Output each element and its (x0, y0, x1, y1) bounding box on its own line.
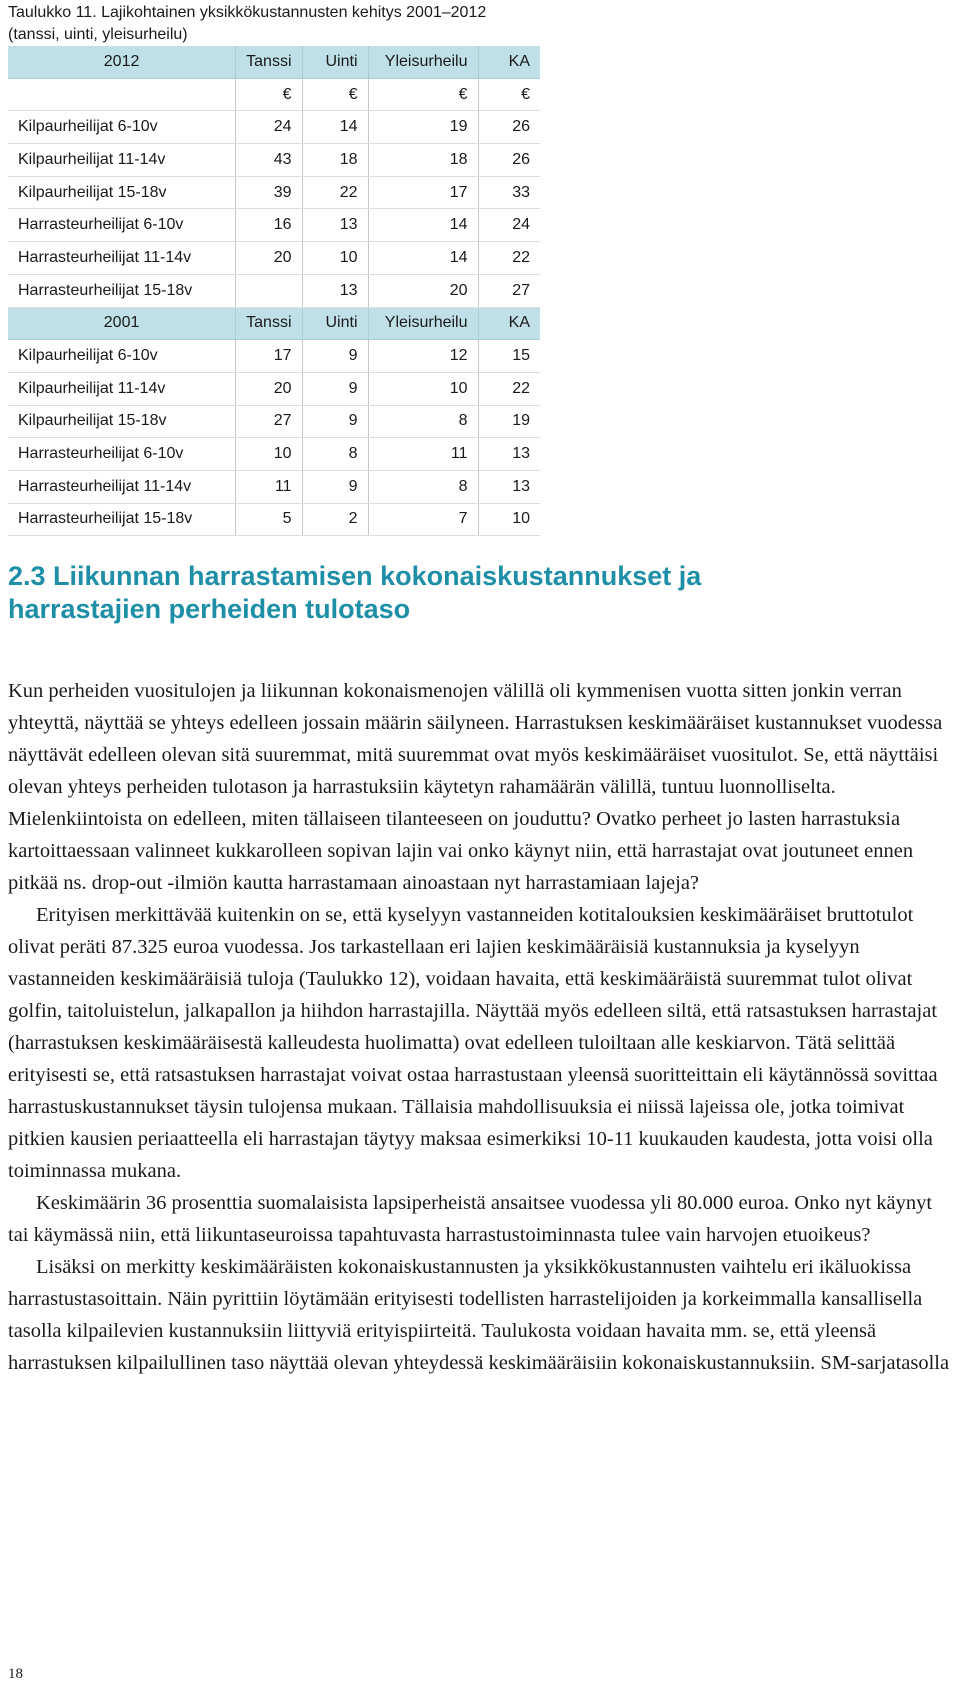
table-cell: 13 (478, 470, 540, 503)
row-label: Kilpaurheilijat 15-18v (8, 176, 236, 209)
row-label: Kilpaurheilijat 6-10v (8, 111, 236, 144)
table-cell: 43 (236, 144, 302, 177)
table-cell: 22 (478, 372, 540, 405)
cost-table (8, 46, 540, 536)
table-cell: 18 (368, 144, 478, 177)
row-label: Kilpaurheilijat 6-10v (8, 340, 236, 373)
euro-sign: € (368, 78, 478, 111)
table-cell: 15 (478, 340, 540, 373)
table-cell: 8 (368, 405, 478, 438)
body-text (8, 675, 953, 1379)
header-year: 2001 (8, 307, 236, 340)
table-row (8, 438, 540, 471)
currency-row (8, 78, 540, 111)
table-cell: 11 (368, 438, 478, 471)
euro-sign: € (302, 78, 368, 111)
table-cell: 13 (478, 438, 540, 471)
header-tanssi: Tanssi (236, 46, 302, 78)
table-cell: 12 (368, 340, 478, 373)
paragraph: Kun perheiden vuositulojen ja liikunnan kokonaismenojen välillä oli kymmenisen vuotta sitten jonkin verran yhteyttä, näyttää se yhteys edelleen jossain määrin säilyneen. Harrastuksen keskimääräiset kustannukset vuodessa näyttävät edelleen olevan sitä suuremmat, mitä suuremmat ovat myös keskimääräiset vuositulot. Se, että näyttäisi olevan yhteys perheiden tulotason ja harrastuksiin käytetyn rahamäärän välillä, tuntuu luonnolliselta. Mielenkiintoista on edelleen, miten tällaiseen tilanteeseen on jouduttu? Ovatko perheet jo lasten harrastuksia kartoittaessaan valinneet kukkarolleen sopivan lajin vai onko käynyt niin, että harrastajat ovat joutuneet ennen pitkää ns. drop-out -ilmiön kautta harrastamaan ainoastaan nyt harrastamiaan lajeja? (8, 680, 943, 894)
euro-sign: € (236, 78, 302, 111)
table-row (8, 340, 540, 373)
row-label: Kilpaurheilijat 11-14v (8, 372, 236, 405)
table-cell: 27 (478, 274, 540, 307)
table-cell: 8 (368, 470, 478, 503)
row-label: Harrasteurheilijat 15-18v (8, 274, 236, 307)
table-cell: 5 (236, 503, 302, 536)
header-ka: KA (478, 46, 540, 78)
table-row (8, 372, 540, 405)
euro-sign: € (478, 78, 540, 111)
table-cell: 13 (302, 209, 368, 242)
table-cell (8, 78, 236, 111)
caption-line-2: (tanssi, uinti, yleisurheilu) (8, 26, 188, 43)
table-cell: 7 (368, 503, 478, 536)
table-cell: 20 (236, 242, 302, 275)
table-cell: 8 (302, 438, 368, 471)
table-cell: 10 (368, 372, 478, 405)
table-cell: 18 (302, 144, 368, 177)
table-cell: 9 (302, 372, 368, 405)
row-label: Harrasteurheilijat 11-14v (8, 242, 236, 275)
row-label: Kilpaurheilijat 11-14v (8, 144, 236, 177)
paragraph: Erityisen merkittävää kuitenkin on se, että kyselyyn vastanneiden kotitalouksien keskimääräiset bruttotulot olivat peräti 87.325 euroa vuodessa. Jos tarkastellaan eri lajien keskimääräisiä kustannuksia ja kyselyyn vastanneiden keskimääräisiä tuloja (Taulukko 12), voidaan havaita, että keskimääräistä suuremmat tulot olivat golfin, taitoluistelun, jalkapallon ja hiihdon harrastajilla. Näyttää myös edelleen siltä, että ratsastuksen harrastajat (harrastuksen keskimääräisestä kalleudesta huolimatta) ovat edelleen tuloiltaan alle keskiarvon. Tätä selittää erityisesti se, että ratsastuksen harrastajat voivat ostaa harrastustaan yleensä suoritteittain eli käytännössä sovittaa harrastuskustannukset täysin tulojensa mukaan. Tällaisia mahdollisuuksia ei niissä lajeissa ole, jotka toimivat pitkien kausien periaatteella eli harrastajan täytyy maksaa esimerkiksi 10-11 kuukauden kaudesta, jotta voisi olla toiminnassa mukana. (8, 904, 938, 1182)
table-cell: 24 (236, 111, 302, 144)
table-cell: 19 (368, 111, 478, 144)
caption-line-1: Taulukko 11. Lajikohtainen yksikkökustannusten kehitys 2001–2012 (8, 4, 487, 21)
section-heading-line-2: harrastajien perheiden tulotaso (8, 594, 411, 624)
table-row (8, 242, 540, 275)
table-cell: 2 (302, 503, 368, 536)
table-cell: 10 (302, 242, 368, 275)
table-caption (8, 2, 568, 46)
table-cell: 14 (368, 242, 478, 275)
table-cell: 19 (478, 405, 540, 438)
row-label: Kilpaurheilijat 15-18v (8, 405, 236, 438)
table-cell: 33 (478, 176, 540, 209)
table-cell: 10 (478, 503, 540, 536)
page-number: 18 (8, 1666, 23, 1682)
table-row (8, 405, 540, 438)
table-cell: 9 (302, 470, 368, 503)
table-row (8, 209, 540, 242)
table-header-row-2001 (8, 307, 540, 340)
header-uinti: Uinti (302, 46, 368, 78)
table-row (8, 144, 540, 177)
header-ka: KA (478, 307, 540, 340)
table-cell: 13 (302, 274, 368, 307)
table-cell: 9 (302, 340, 368, 373)
table-row (8, 274, 540, 307)
table-header-row-2012 (8, 46, 540, 78)
section-heading (8, 560, 908, 626)
table-cell: 20 (368, 274, 478, 307)
table-row (8, 176, 540, 209)
row-label: Harrasteurheilijat 11-14v (8, 470, 236, 503)
header-year: 2012 (8, 46, 236, 78)
table-cell: 26 (478, 144, 540, 177)
header-tanssi: Tanssi (236, 307, 302, 340)
table-cell: 11 (236, 470, 302, 503)
header-yleisurheilu: Yleisurheilu (368, 46, 478, 78)
paragraph: Lisäksi on merkitty keskimääräisten kokonaiskustannusten ja yksikkökustannusten vaihtelu eri ikäluokissa harrastustasoittain. Näin pyrittiin löytämään erityisesti todellisten harrastelijoiden ja korkeimmalla kansallisella tasolla kilpailevien kustannuksiin liittyviä erityispiirteitä. Taulukosta voidaan havaita mm. se, että yleensä harrastuksen kilpailullinen taso näyttää olevan yhteydessä keskimääräisiin kokonaiskustannuksiin. SM-sarjatasolla (8, 1256, 950, 1374)
table-cell: 27 (236, 405, 302, 438)
table-row (8, 470, 540, 503)
table-cell: 24 (478, 209, 540, 242)
row-label: Harrasteurheilijat 6-10v (8, 438, 236, 471)
table-cell: 17 (236, 340, 302, 373)
table-cell: 14 (368, 209, 478, 242)
table-cell: 10 (236, 438, 302, 471)
table-cell: 26 (478, 111, 540, 144)
table-cell: 14 (302, 111, 368, 144)
paragraph: Keskimäärin 36 prosenttia suomalaisista lapsiperheistä ansaitsee vuodessa yli 80.000 euroa. Onko nyt käynyt tai käymässä niin, että liikuntaseuroissa tapahtuvasta harrastustoiminnasta tulee vain harvojen etuoikeus? (8, 1192, 933, 1246)
header-uinti: Uinti (302, 307, 368, 340)
table-cell: 39 (236, 176, 302, 209)
table-cell: 20 (236, 372, 302, 405)
table-row (8, 503, 540, 536)
row-label: Harrasteurheilijat 15-18v (8, 503, 236, 536)
table-cell (236, 274, 302, 307)
table-cell: 9 (302, 405, 368, 438)
row-label: Harrasteurheilijat 6-10v (8, 209, 236, 242)
table-cell: 22 (302, 176, 368, 209)
section-heading-line-1: 2.3 Liikunnan harrastamisen kokonaiskustannukset ja (8, 561, 702, 591)
header-yleisurheilu: Yleisurheilu (368, 307, 478, 340)
table-cell: 16 (236, 209, 302, 242)
table-cell: 17 (368, 176, 478, 209)
table-cell: 22 (478, 242, 540, 275)
table-row (8, 111, 540, 144)
